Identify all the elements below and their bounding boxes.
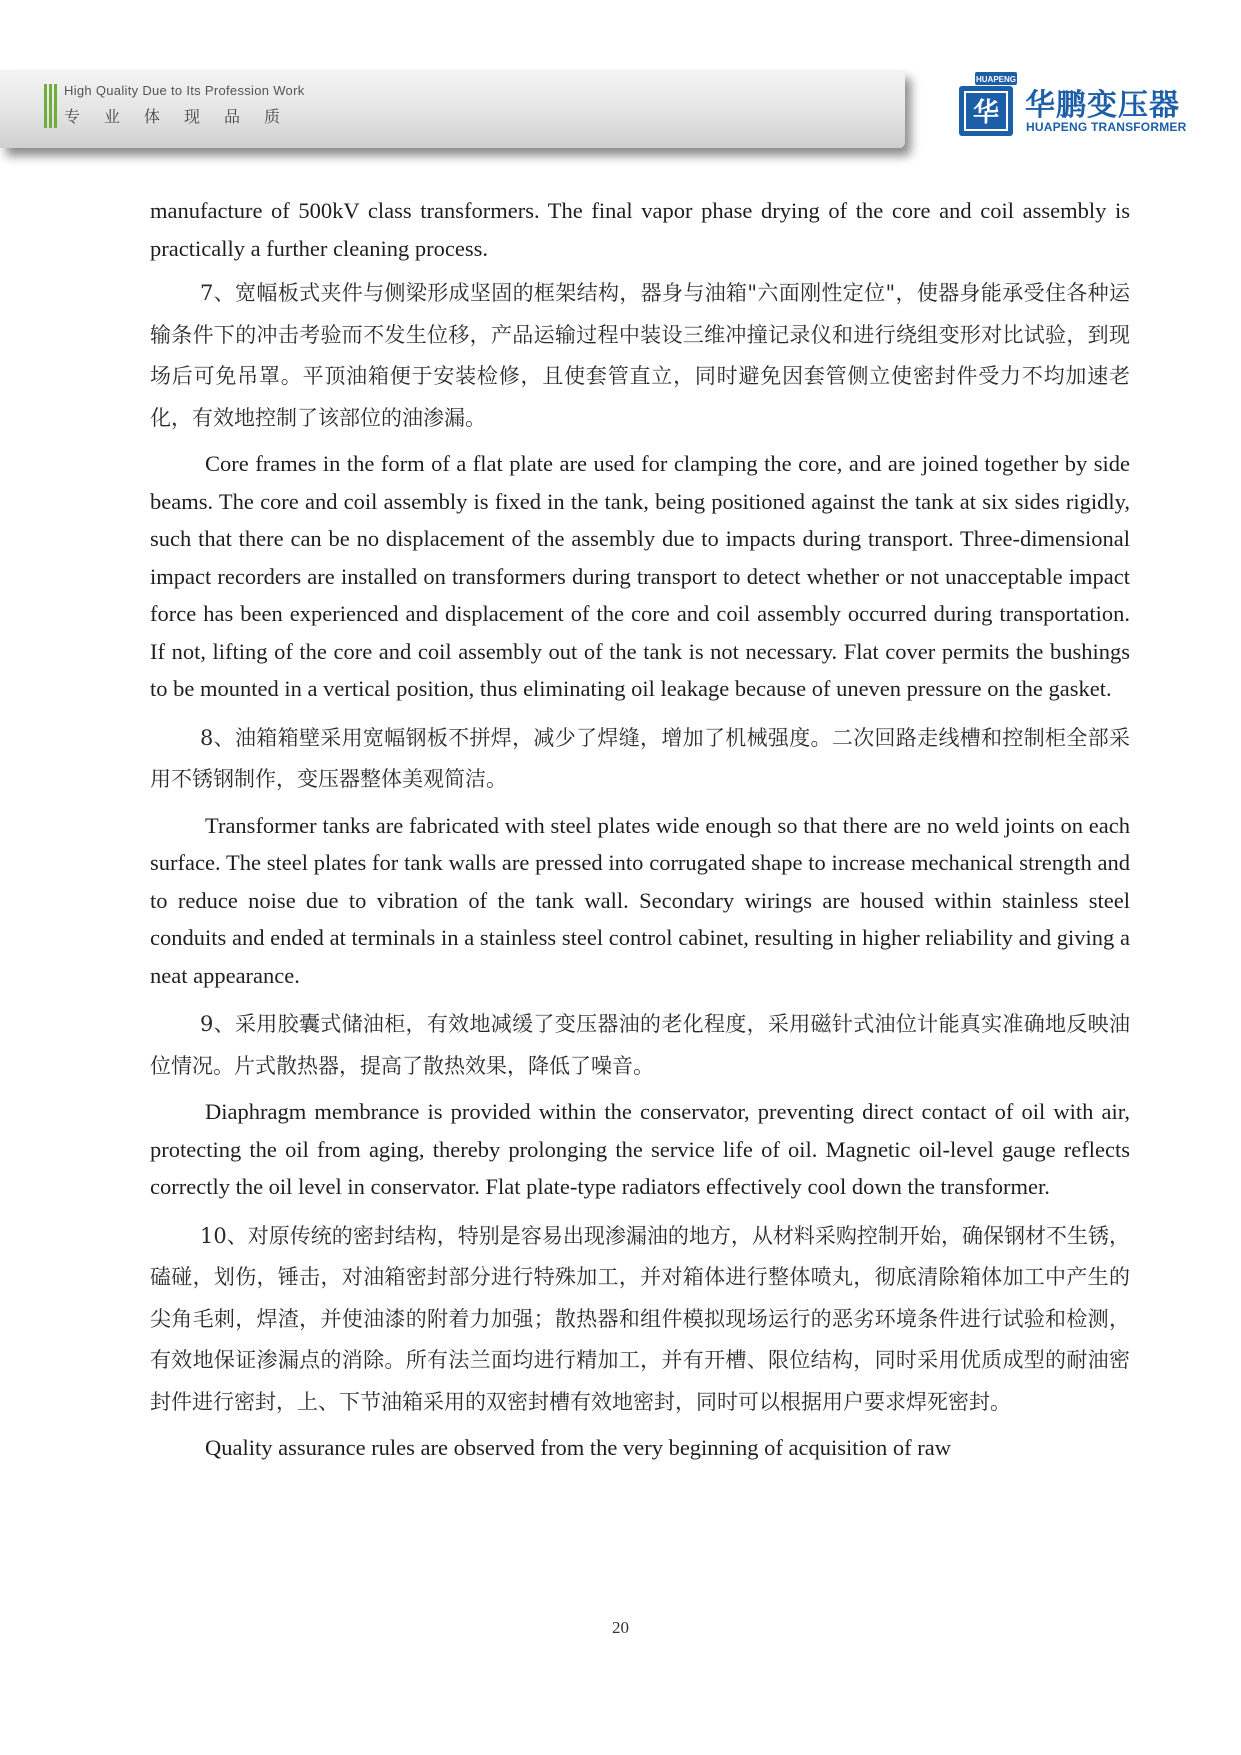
page-number: 20 — [612, 1618, 629, 1637]
paragraph-9-zh: 9、采用胶囊式储油柜，有效地减缓了变压器油的老化程度，采用磁针式油位计能真实准确地反映油位情况。片式散热器，提高了散热效果，降低了噪音。 — [150, 1012, 1130, 1078]
logo-mark-text: HUAPENG — [975, 75, 1017, 84]
tagline-english: High Quality Due to Its Profession Work — [64, 83, 305, 98]
company-name-english: HUAPENG TRANSFORMER — [1026, 120, 1187, 134]
huapeng-logo-icon — [955, 72, 1019, 138]
paragraph-9-en: Diaphragm membrance is provided within the conservator, preventing direct contact of oil with air, protecting the oil from aging, thereby prolonging the service life of oil. Magnetic oil-level gauge reflects correctly the oil level in conservator. Flat plate-type radiators effectively cool down the transformer. — [150, 1099, 1130, 1199]
tagline-chinese: 专业体现品质 — [64, 107, 305, 126]
header-accent-bars — [44, 84, 58, 128]
page-header — [0, 0, 1241, 160]
paragraph-7-en: Core frames in the form of a flat plate are used for clamping the core, and are joined together by side beams. The core and coil assembly is fixed in the tank, being positioned against the tank at six sides rigidly, such that there can be no displacement of the assembly due to impacts during transport. Three-dimensional impact recorders are installed on transformers during transport to detect whether or not unacceptable impact force has been experienced and displacement of the core and coil assembly occurred during transportation. If not, lifting of the core and coil assembly out of the tank is not necessary. Flat cover permits the bushings to be mounted in a vertical position, thus eliminating oil leakage because of uneven pressure on the gasket. — [150, 451, 1130, 701]
paragraph-10-en: Quality assurance rules are observed from the very beginning of acquisition of raw — [205, 1435, 952, 1460]
document-body — [150, 192, 1130, 1467]
paragraph-8-en: Transformer tanks are fabricated with steel plates wide enough so that there are no weld joints on each surface. The steel plates for tank walls are pressed into corrugated shape to increase mechanical strength and to reduce noise due to vibration of the tank wall. Secondary wirings are housed within stainless steel conduits and ended at terminals in a stainless steel control cabinet, resulting in higher reliability and giving a neat appearance. — [150, 812, 1130, 988]
company-name-chinese: 华鹏变压器 — [1025, 88, 1180, 123]
paragraph-7-zh: 7、宽幅板式夹件与侧梁形成坚固的框架结构，器身与油箱"六面刚性定位"，使器身能承受住各种运输条件下的冲击考验而不发生位移，产品运输过程中装设三维冲撞记录仪和进行绕组变形对比试验，到现场后可免吊罩。平顶油箱便于安装检修，且使套管直立，同时避免因套管侧立使密封件受力不均加速老化，有效地控制了该部位的油渗漏。 — [150, 281, 1130, 430]
paragraph-8-zh: 8、油箱箱壁采用宽幅钢板不拼焊，减少了焊缝，增加了机械强度。二次回路走线槽和控制柜全部采用不锈钢制作，变压器整体美观简洁。 — [150, 725, 1130, 791]
paragraph-en-continued: manufacture of 500kV class transformers. The final vapor phase drying of the core and coil assembly is practically a further cleaning process. — [150, 198, 1130, 261]
paragraph-10-zh: 10、对原传统的密封结构，特别是容易出现渗漏油的地方，从材料采购控制开始，确保钢材不生锈，磕碰，划伤，锤击，对油箱密封部分进行特殊加工，并对箱体进行整体喷丸，彻底清除箱体加工中产生的尖角毛刺，焊渣，并使油漆的附着力加强；散热器和组件模拟现场运行的恶劣环境条件进行试验和检测，有效地保证渗漏点的消除。所有法兰面均进行精加工，并有开槽、限位结构，同时采用优质成型的耐油密封件进行密封，上、下节油箱采用的双密封槽有效地密封，同时可以根据用户要求焊死密封。 — [150, 1223, 1130, 1414]
company-logo — [955, 72, 1205, 142]
logo-mark-glyph: 华 — [972, 98, 1000, 128]
